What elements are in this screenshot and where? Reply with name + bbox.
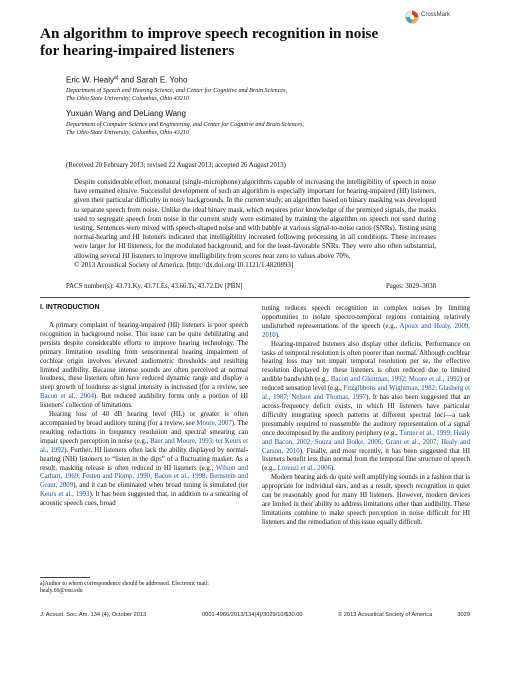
citation-link[interactable]: Keurs et al., 1993 [40, 491, 90, 499]
author-healy: Eric W. Healy [66, 75, 115, 85]
pacs-numbers: PACS number(s): 43.71.Ky, 43.71.Es, 43.66.Ts, 43.72.Dv [PBN] [66, 283, 243, 290]
intro-paragraph-1: A primary complaint of hearing-impaired (HI) listeners is poor speech recognition in background noise. This issue can be quite debilitating and persists despite considerable efforts to improve hearing technology. The primary limitation resulting from sensorineural hearing impairment of cochlear origin involves elevated audiometric thresholds and resulting limited audibility. Because intense sounds are often perceived at normal loudness, these listeners often have reduced dynamic range and display a steep growth of loudness as signal intensity is increased (for a review, see Bacon et al., 2004). But reduced audibility forms only a portion of HI listeners' collection of limitations. [40, 322, 249, 410]
affiliation-2 [66, 121, 466, 137]
citation-link[interactable]: Wilson and Carhart, 1969; Festen and Plomp, 1990; Bacon et al., 1998; Bernstein and Grant, 2009 [40, 464, 249, 490]
affiliation-1-line-2: The Ohio State University, Columbus, Ohio 43210 [66, 96, 189, 102]
affiliation-2-line-2: The Ohio State University, Columbus, Ohio 43210 [66, 130, 189, 136]
affiliation-1 [66, 87, 466, 103]
header-divider [40, 297, 470, 298]
author-line-1 [66, 75, 187, 85]
abstract [74, 178, 436, 270]
crossmark-label: CrossMark [421, 12, 451, 18]
intro-paragraph-4: Modern hearing aids do quite well amplifying sounds in a fashion that is appropriate for individual ears, and as a result, speech recognition in quiet can be reasonably good for many HI listeners. However, modern devices are limited in their ability to address limitations other than audibility. These limitations combine to make speech perception in noise difficult for HI listeners and the remediation of this issue equally difficult. [262, 474, 470, 526]
article-title: An algorithm to improve speech recognition in noise for hearing-impaired listeners [40, 25, 379, 59]
citation-link[interactable]: Bacon et al., 2004 [40, 393, 94, 401]
section-heading: I. INTRODUCTION [40, 304, 100, 311]
affiliation-1-line-1: Department of Speech and Hearing Science, and Center for Cognitive and Brain Sciences, [66, 88, 288, 94]
footer-journal: J. Acoust. Soc. Am. 134 (4), October 2013 [40, 612, 147, 618]
citation-link[interactable]: Fitzgibbons and Wightman, 1982; Glasberg et al., 1987; Nelson and Thomas, 1997 [262, 385, 470, 402]
footer-copyright: © 2013 Acoustical Society of America [338, 612, 433, 618]
citation-link[interactable]: Apoux and Healy, 2009, 2010 [262, 322, 470, 339]
crossmark-icon [405, 10, 419, 24]
author-yoho: and Sarah E. Yoho [118, 75, 188, 85]
abstract-copyright-doi[interactable]: © 2013 Acoustical Society of America. [http://dx.doi.org/10.1121/1.4820893] [74, 260, 294, 269]
citation-link[interactable]: Turner et al., 1999; Healy and Bacon, 2002; Souza and Boike, 2006; Grant et al., 2007; Healy and Carson, 2010 [262, 429, 470, 455]
citation-link[interactable]: Baer and Moore, 1993; ter Keurs et al., 1992 [40, 437, 248, 454]
right-column [262, 305, 470, 528]
footer-code: 0001-4966/2013/134(4)/3029/10/$30.00 [202, 612, 303, 618]
crossmark-badge[interactable] [405, 10, 453, 30]
intro-paragraph-2-cont: tuning reduces speech recognition in complex noises by limiting opportunities to isolate spectro-temporal regions containing relatively undisturbed representations of the speech (e.g., Apoux and Healy, 2009, 2010). [262, 305, 470, 339]
footer-page-number: 3029 [457, 612, 470, 618]
affiliation-2-line-1: Department of Computer Science and Engineering, and Center for Cognitive and Brain Sciences, [66, 122, 304, 128]
received-dates: (Received 20 February 2013; revised 22 August 2013; accepted 26 August 2013) [66, 162, 286, 169]
citation-link[interactable]: Bacon and Gleitman, 1992; Moore et al., 1992 [330, 376, 461, 384]
intro-paragraph-3: Hearing-impaired listeners also display other deficits. Performance on tasks of temporal resolution is often poorer than normal. Although cochlear hearing loss may not impair temporal resolution per se, the effective resolution displayed by these listeners is often reduced due to limited audible bandwidth (e.g., Bacon and Gleitman, 1992; Moore et al., 1992) or reduced sensation level (e.g., Fitzgibbons and Wightman, 1982; Glasberg et al., 1987; Nelson and Thomas, 1997). It has also been suggested that an across-frequency deficit exists, in which HI listeners have particular difficulty integrating speech patterns at different spectral loci—a task presumably required to reassemble the auditory representation of a signal once decomposed by the auditory periphery (e.g., Turner et al., 1999; Healy and Bacon, 2002; Souza and Boike, 2006; Grant et al., 2007; Healy and Carson, 2010). Finally, and most recently, it has been suggested that HI listeners benefit less than normal from the temporal fine structure of speech (e.g., Lorenzi et al., 2006). [262, 340, 471, 473]
page-range: Pages: 3029–3038 [385, 283, 436, 290]
citation-link[interactable]: Lorenzi et al., 2006 [277, 465, 331, 473]
author-line-2: Yuxuan Wang and DeLiang Wang [66, 109, 186, 118]
citation-link[interactable]: Moore, 2007 [196, 419, 232, 427]
footnote: a)Author to whom correspondence should be addressed. Electronic mail: healy.66@osu.edu [40, 581, 209, 595]
intro-paragraph-2: Hearing loss of 40 dB hearing level (HL) or greater is often accompanied by broad auditory tuning (for a review, see Moore, 2007). The resulting reductions in frequency resolution and spectral smearing can impair speech perception in noise (e.g., Baer and Moore, 1993; ter Keurs et al., 1992). Further, HI listeners often lack the ability displayed by normal-hearing (NH) listeners to “listen in the dips” of a fluctuating masker. As a result, masking release is often reduced in HI listeners (e.g., Wilson and Carhart, 1969; Festen and Plomp, 1990; Bacon et al., 1998; Bernstein and Grant, 2009), and it can be eliminated when broad tuning is simulated (ter Keurs et al., 1993). It has been suggested that, in addition to a smearing of acoustic speech cues, broad [40, 411, 249, 508]
footnote-divider [40, 577, 90, 578]
pacs-line [66, 283, 436, 290]
abstract-text: Despite considerable effort, monaural (single-microphone) algorithms capable of increasing the intelligibility of speech in noise have remained elusive. Successful development of such an algorithm is especially important for hearing-impaired (HI) listeners, given their particular difficulty in noisy backgrounds. In the current study, an algorithm based on binary masking was developed to separate speech from noise. Unlike the ideal binary mask, which requires prior knowledge of the premixed signals, the masks used to segregate speech from noise in the current study were estimated by training the algorithm on speech not used during testing. Sentences were mixed with speech-shaped noise and with babble at various signal-to-noise ratios (SNRs). Testing using normal-hearing and HI listeners indicated that intelligibility increased following processing in all conditions. These increases were larger for HI listeners, for the modulated background, and for the least-favorable SNRs. They were also often substantial, allowing several HI listeners to improve intelligibility from scores near zero to values above 70%. [74, 178, 436, 260]
left-column [40, 322, 248, 509]
author-footnote-mark[interactable]: a) [114, 75, 119, 81]
